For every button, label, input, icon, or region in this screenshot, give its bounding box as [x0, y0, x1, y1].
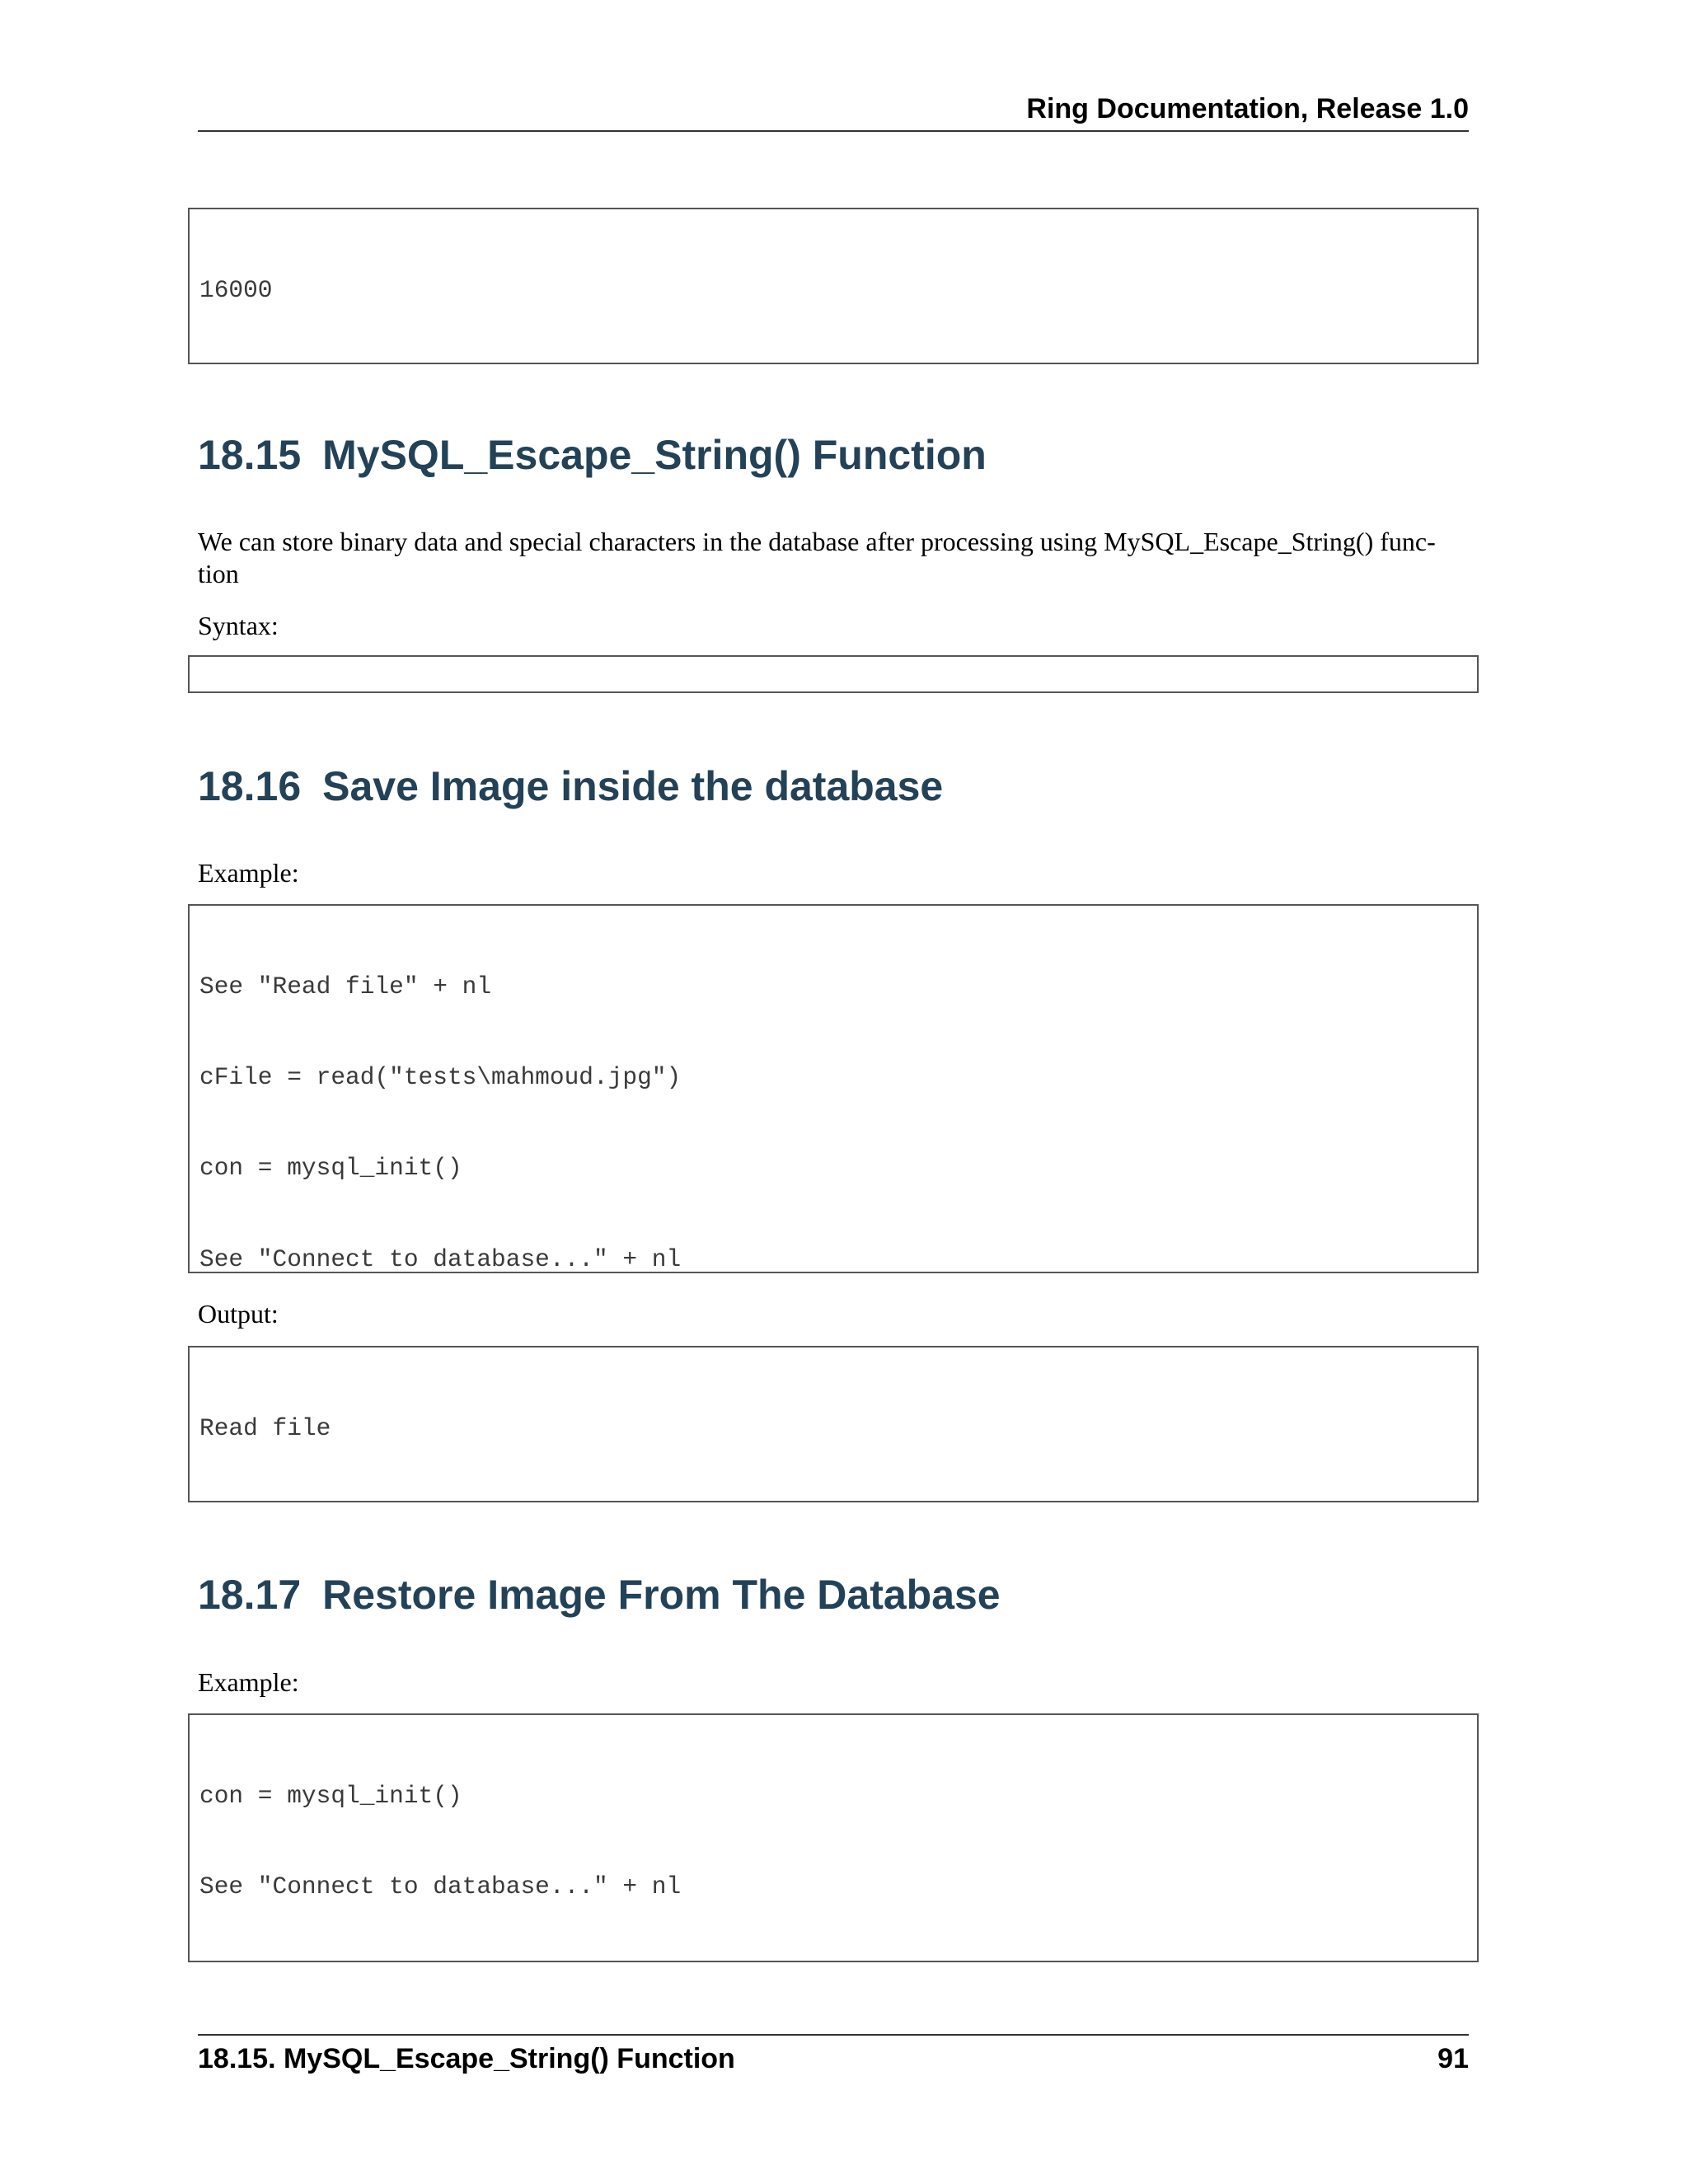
syntax-code-block [188, 655, 1479, 693]
code-line: Read file [199, 1413, 331, 1442]
example-label: Example: [198, 858, 299, 888]
footer-section-title: 18.15. MySQL_Escape_String() Function [198, 2043, 735, 2074]
example-code-block [188, 904, 1479, 1273]
footer-rule [198, 2034, 1469, 2036]
section-title: Save Image inside the database [322, 763, 944, 809]
section-heading-18-15 [198, 430, 987, 480]
section-number: 18.15 [198, 432, 302, 478]
code-line: con = mysql_init() [199, 1154, 462, 1183]
code-line: con = mysql_init() [199, 1781, 462, 1810]
section-number: 18.16 [198, 763, 302, 809]
section-heading-18-16 [198, 762, 943, 811]
syntax-label: Syntax: [198, 611, 279, 640]
running-header: Ring Documentation, Release 1.0 [198, 92, 1469, 132]
intro-line: We can store binary data and special characters in the database after processing using MySQL_Escape_String() func- [198, 527, 1436, 556]
code-line: See "Connect to database..." + nl [199, 1872, 682, 1900]
previous-output-block [188, 208, 1479, 364]
example-code-block [188, 1713, 1479, 1962]
output-block [188, 1346, 1479, 1502]
intro-line: tion [198, 559, 239, 588]
page-number: 91 [1437, 2043, 1469, 2074]
code-line: cFile = read("tests\mahmoud.jpg") [199, 1062, 682, 1091]
intro-paragraph [198, 526, 1471, 590]
code-line: See "Read file" + nl [199, 972, 492, 1001]
output-label: Output: [198, 1299, 279, 1329]
section-title: MySQL_Escape_String() Function [322, 432, 987, 478]
section-number: 18.17 [198, 1572, 302, 1618]
code-line: See "Connect to database..." + nl [199, 1244, 682, 1273]
section-title: Restore Image From The Database [322, 1572, 1001, 1618]
code-line: 16000 [199, 275, 273, 304]
example-label: Example: [198, 1667, 299, 1697]
section-heading-18-17 [198, 1570, 1001, 1619]
